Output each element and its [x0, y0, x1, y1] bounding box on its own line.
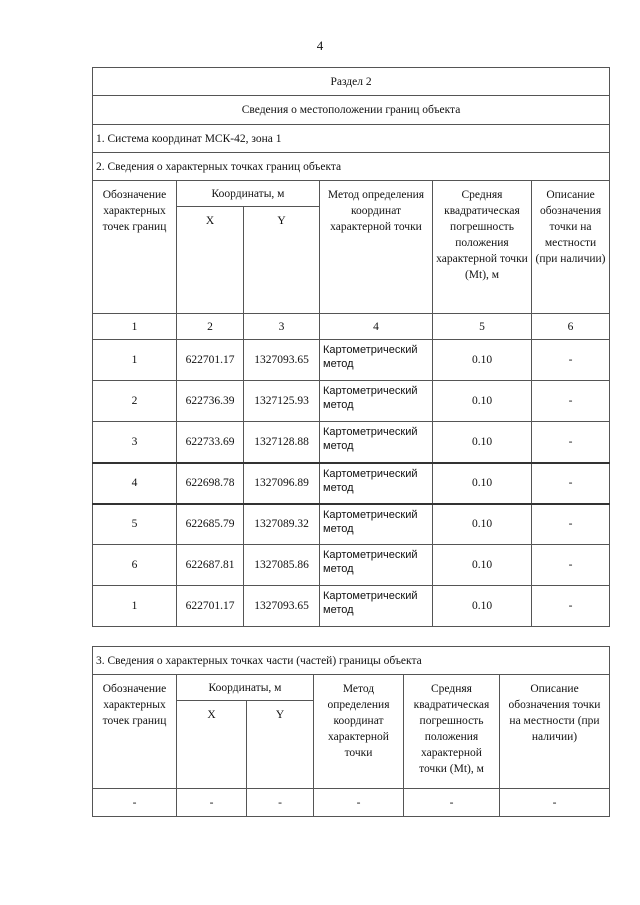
part-section-title: 3. Сведения о характерных точках части (частей) границы объекта: [93, 647, 610, 675]
header-accuracy: Средняя квадратическая погрешность положения характерной точки (Mt), м: [404, 675, 500, 789]
coord-y: 1327128.88: [244, 422, 320, 463]
table-row: [93, 381, 610, 422]
header-designation: Обозначение характерных точек границ: [93, 675, 177, 789]
method: Картометрический метод: [320, 545, 433, 586]
header-x: X: [177, 701, 247, 789]
empty-cell: -: [500, 789, 610, 817]
coord-x: 622701.17: [177, 586, 244, 627]
accuracy: 0.10: [433, 504, 532, 545]
accuracy: 0.10: [433, 340, 532, 381]
table-row: [93, 340, 610, 381]
table-row: [93, 504, 610, 545]
method: Картометрический метод: [320, 463, 433, 504]
empty-cell: -: [177, 789, 247, 817]
description: -: [532, 463, 610, 504]
col-number: 1: [93, 314, 177, 340]
table-row: [93, 422, 610, 463]
coord-x: 622687.81: [177, 545, 244, 586]
accuracy: 0.10: [433, 545, 532, 586]
header-method: Метод определения координат характерной точки: [320, 181, 433, 314]
coord-y: 1327093.65: [244, 340, 320, 381]
section-title: Раздел 2: [93, 68, 610, 96]
method: Картометрический метод: [320, 422, 433, 463]
coord-y: 1327096.89: [244, 463, 320, 504]
header-description: Описание обозначения точки на местности (при наличии): [532, 181, 610, 314]
table-row: [93, 586, 610, 627]
header-coords: Координаты, м: [177, 181, 320, 207]
coord-x: 622685.79: [177, 504, 244, 545]
coord-y: 1327125.93: [244, 381, 320, 422]
table-row: [93, 545, 610, 586]
header-designation: Обозначение характерных точек границ: [93, 181, 177, 314]
accuracy: 0.10: [433, 381, 532, 422]
boundary-points-table: [92, 67, 610, 627]
accuracy: 0.10: [433, 586, 532, 627]
header-accuracy: Средняя квадратическая погрешность положения характерной точки (Mt), м: [433, 181, 532, 314]
method: Картометрический метод: [320, 586, 433, 627]
col-number: 2: [177, 314, 244, 340]
coord-x: 622733.69: [177, 422, 244, 463]
accuracy: 0.10: [433, 422, 532, 463]
page-number: 4: [316, 38, 324, 53]
col-number: 6: [532, 314, 610, 340]
method: Картометрический метод: [320, 381, 433, 422]
method: Картометрический метод: [320, 340, 433, 381]
header-method: Метод определения координат характерной точки: [314, 675, 404, 789]
point-number: 1: [93, 340, 177, 381]
point-number: 1: [93, 586, 177, 627]
part-boundary-points-table: [92, 646, 610, 817]
point-number: 3: [93, 422, 177, 463]
point-number: 4: [93, 463, 177, 504]
coord-x: 622701.17: [177, 340, 244, 381]
empty-cell: -: [247, 789, 314, 817]
empty-cell: -: [93, 789, 177, 817]
coord-y: 1327085.86: [244, 545, 320, 586]
accuracy: 0.10: [433, 463, 532, 504]
header-y: Y: [247, 701, 314, 789]
coord-y: 1327089.32: [244, 504, 320, 545]
coord-y: 1327093.65: [244, 586, 320, 627]
description: -: [532, 340, 610, 381]
description: -: [532, 586, 610, 627]
col-number: 3: [244, 314, 320, 340]
col-number: 4: [320, 314, 433, 340]
description: -: [532, 504, 610, 545]
header-x: X: [177, 207, 244, 314]
header-y: Y: [244, 207, 320, 314]
point-number: 2: [93, 381, 177, 422]
coord-x: 622698.78: [177, 463, 244, 504]
description: -: [532, 381, 610, 422]
coord-x: 622736.39: [177, 381, 244, 422]
points-section-title: 2. Сведения о характерных точках границ объекта: [93, 153, 610, 181]
header-description: Описание обозначения точки на местности (при наличии): [500, 675, 610, 789]
header-coords: Координаты, м: [177, 675, 314, 701]
col-number: 5: [433, 314, 532, 340]
section-subtitle: Сведения о местоположении границ объекта: [93, 96, 610, 125]
method: Картометрический метод: [320, 504, 433, 545]
coordinate-system: 1. Система координат МСК-42, зона 1: [93, 125, 610, 153]
empty-cell: -: [314, 789, 404, 817]
table-row: [93, 789, 610, 817]
table-row: [93, 463, 610, 504]
description: -: [532, 422, 610, 463]
description: -: [532, 545, 610, 586]
point-number: 5: [93, 504, 177, 545]
empty-cell: -: [404, 789, 500, 817]
point-number: 6: [93, 545, 177, 586]
